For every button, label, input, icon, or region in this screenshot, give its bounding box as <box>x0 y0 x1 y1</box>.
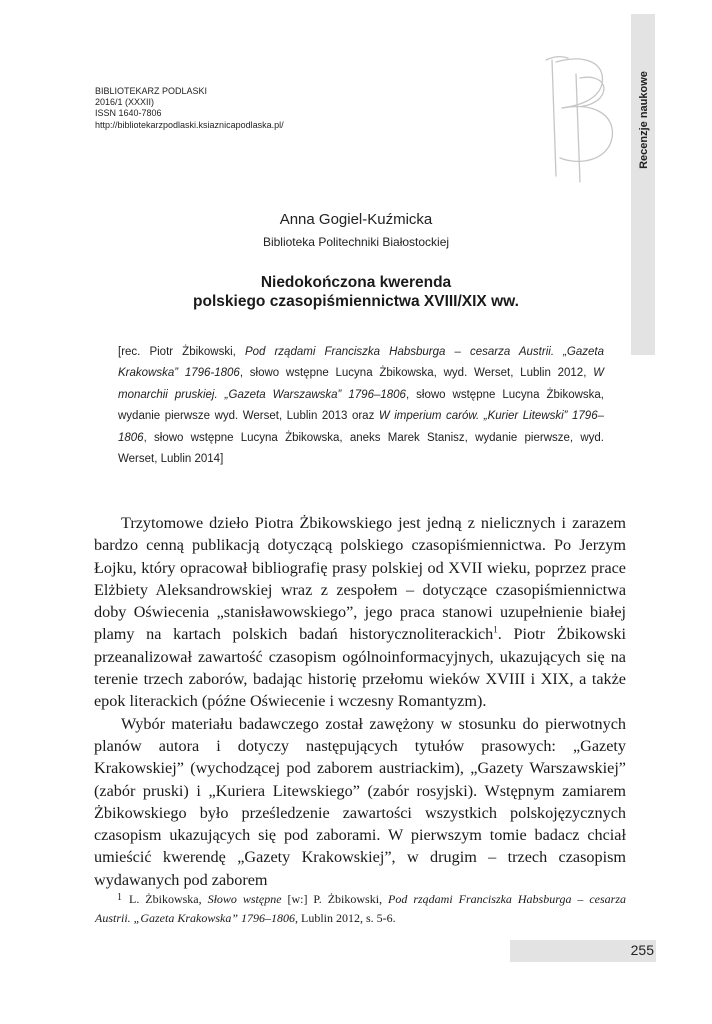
ref-book-title-3: W imperium carów. „Kurier Litewski” 1796–1806 <box>118 410 604 444</box>
title-line-2: polskiego czasopiśmiennictwa XVIII/XIX ww. <box>193 293 519 310</box>
ref-text: , słowo wstępne Lucyna Żbikowska, wyd. Werset, Lublin 2012, <box>239 367 594 380</box>
journal-info <box>95 86 284 131</box>
title-line-1: Niedokończona kwerenda <box>260 274 452 291</box>
journal-issue: 2016/1 (XXXII) <box>95 97 155 108</box>
footnote-number: 1 <box>117 892 122 903</box>
author-affiliation: Biblioteka Politechniki Białostockiej <box>262 235 450 249</box>
ref-book-title-2: W monarchii pruskiej. „Gazeta Warszawska” 1796–1806 <box>118 367 605 401</box>
ref-book-title-1: Pod rządami Franciszka Habsburga – cesarza Austrii. „Gazeta Krakowska” 1796-1806 <box>118 346 605 380</box>
article-title <box>0 273 712 311</box>
footnote: 1 L. Żbikowska, Słowo wstępne [w:] P. Żbikowski, Pod rządami Franciszka Habsburga – cesarza Austrii. „Gazeta Krakowska” 1796–1806, Lublin 2012, s. 5-6. <box>95 889 626 927</box>
bp-monogram-icon <box>540 48 622 193</box>
ref-text: , słowo wstępne Lucyna Żbikowska, wydanie pierwsze wyd. Werset, Lublin 2013 oraz <box>118 388 604 423</box>
footnote-ref[interactable]: 1 <box>493 625 498 636</box>
section-label: Recenzje naukowe <box>638 71 650 169</box>
paragraph: Wybór materiału badawczego został zawężony w stosunku do pierwotnych planów autora i dotyczy następujących tytułów prasowych: „Gazety Krakowskiej” (wychodzącej pod zaborem austriackim), „Gazety Warszawskiej” (zabór pruski) i „Kuriera Litewskiego” (zabór rosyjski). Wstępnym zamiarem Żbikowskiego było prześledzenie zawartości wszystkich polskojęzycznych czasopism ukazujących się pod zaborami. W pierwszym tomie badacz chciał umieścić kwerendę „Gazety Krakowskiej”, w drugim – trzech czasopism wydawanych pod zaborem <box>94 714 626 889</box>
journal-issn: ISSN 1640-7806 <box>95 108 162 119</box>
paragraph: Trzytomowe dzieło Piotra Żbikowskiego jest jedną z nielicznych i zarazem bardzo cenną publikacją dotyczącą polskiego czasopiśmiennictwa. Po Jerzym Łojku, który opracował bibliografię prasy polskiej od XVII wieku, poprzez prace Elżbiety Aleksandrowskiej wraz z zespołem – dotyczące czasopiśmiennictwa doby Oświecenia „stanisławowskiego”, jego praca stanowi uzupełnienie białej plamy na kartach polskich badań historycznoliterackich$^1$. Piotr Żbikowski przeanalizował zawartość czasopism ogólnoinformacyjnych, ukazujących się na terenie trzech zaborów, badając historię przełomu wieków XVIII i XIX, a także epok literackich (późne Oświecenie i wczesny Romantyzm). <box>94 514 626 711</box>
ref-text: , słowo wstępne Lucyna Żbikowska, aneks Marek Stanisz, wydanie pierwsze, wyd. Werset, Lublin 2014] <box>118 431 604 466</box>
page-number: 255 <box>630 942 654 958</box>
review-reference <box>118 342 604 470</box>
journal-url[interactable]: http://bibliotekarzpodlaski.ksiaznicapodlaska.pl/ <box>95 119 284 130</box>
journal-name: BIBLIOTEKARZ PODLASKI <box>95 86 208 96</box>
article-body <box>94 512 626 891</box>
ref-text: [rec. Piotr Żbikowski, <box>118 346 245 358</box>
author-name: Anna Gogiel-Kuźmicka <box>279 211 433 228</box>
